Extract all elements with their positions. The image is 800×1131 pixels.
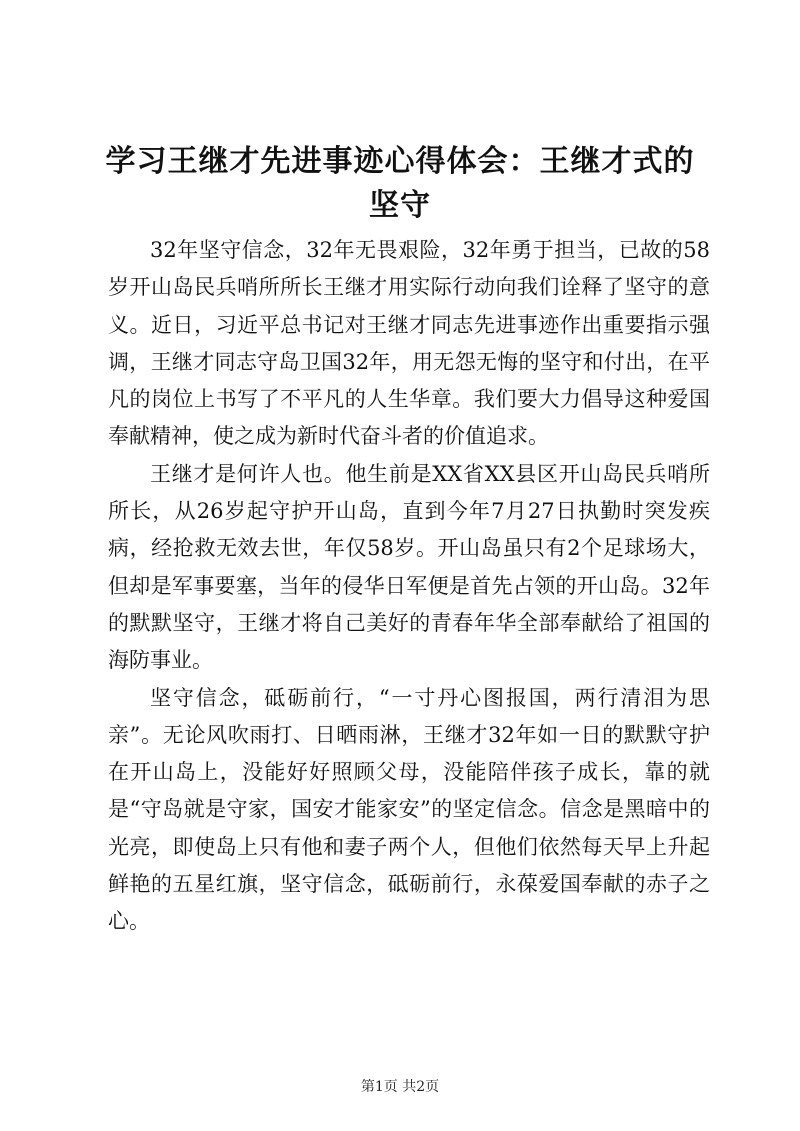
paragraph-3: 坚守信念，砥砺前行，“一寸丹心图报国，两行清泪为思亲”。无论风吹雨打、日晒雨淋，王继才32年如一日的默默守护在开山岛上，没能好好照顾父母，没能陪伴孩子成长，靠的就是“守岛就是守家，国安才能家安”的坚定信念。信念是黑暗中的光亮，即使岛上只有他和妻子两个人，但他们依然每天早上升起鲜艳的五星红旗，坚守信念，砥砺前行，永葆爱国奉献的赤子之心。 [108, 685, 710, 934]
document-title: 学习王继才先进事迹心得体会：王继才式的坚守 [105, 144, 695, 223]
paragraph-1: 32年坚守信念，32年无畏艰险，32年勇于担当，已故的58岁开山岛民兵哨所所长王继才用实际行动向我们诠释了坚守的意义。近日，习近平总书记对王继才同志先进事迹作出重要指示强调，王继才同志守岛卫国32年，用无怨无悔的坚守和付出，在平凡的岗位上书写了不平凡的人生华章。我们要大力倡导这种爱国奉献精神，使之成为新时代奋斗者的价值追求。 [108, 238, 710, 449]
paragraph-2: 王继才是何许人也。他生前是XX省XX县区开山岛民兵哨所所长，从26岁起守护开山岛，直到今年7月27日执勤时突发疾病，经抢救无效去世，年仅58岁。开山岛虽只有2个足球场大，但却是军事要塞，当年的侵华日军便是首先占领的开山岛。32年的默默坚守，王继才将自己美好的青春年华全部奉献给了祖国的海防事业。 [108, 461, 710, 673]
document-body [108, 232, 710, 941]
page-footer: 第1页 共2页 [360, 1079, 440, 1095]
